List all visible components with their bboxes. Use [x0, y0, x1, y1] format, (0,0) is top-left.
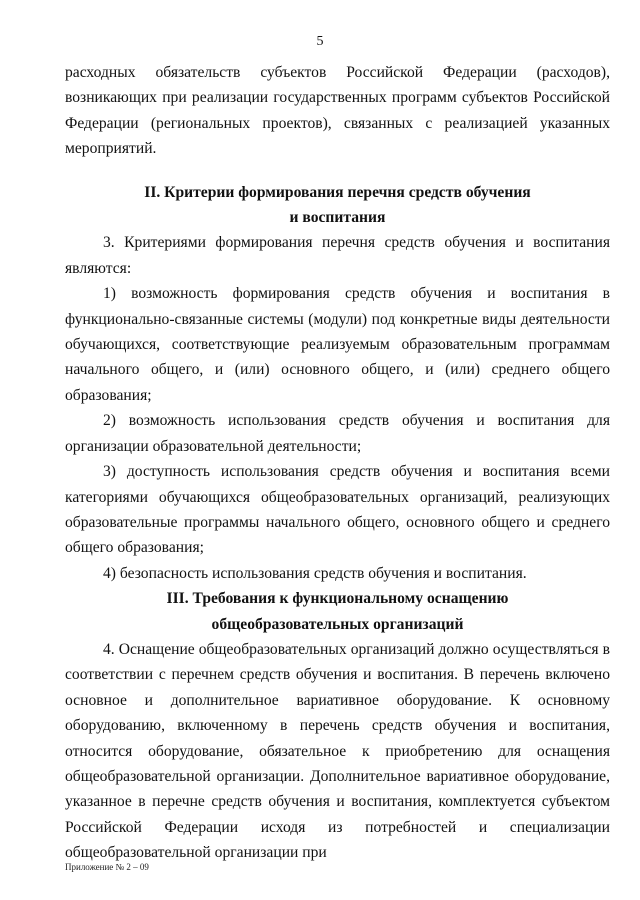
criteria-item-4: 4) безопасность использования средств обучения и воспитания. — [103, 564, 527, 582]
page-number: 5 — [316, 34, 324, 49]
document-body — [65, 60, 610, 866]
criteria-item-1: 1) возможность формирования средств обучения и воспитания в функционально-связанные системы (модули) под конкретные виды деятельности обучающихся, соответствующие реализуемым образовательным программам начального общего, и (или) основного общего, и (или) среднего общего образования; — [65, 285, 610, 404]
section-3-title-line-2: общеобразовательных организаций — [211, 615, 464, 633]
criteria-item-3: 3) доступность использования средств обучения и воспитания всеми категориями обучающихся общеобразовательных организаций, реализующих образовательные программы начального общего, основного общего и среднего общего образования; — [65, 463, 610, 557]
section-2-intro: 3. Критериями формирования перечня средств обучения и воспитания являются: — [65, 234, 610, 277]
section-3-title-line-1: III. Требования к функциональному оснащению — [166, 590, 509, 608]
section-2-title-line-2: и воспитания — [289, 209, 386, 227]
section-2-title-line-1: II. Критерии формирования перечня средств обучения — [144, 183, 531, 201]
paragraph-continuation: расходных обязательств субъектов Российской Федерации (расходов), возникающих при реализации государственных программ субъектов Российской Федерации (региональных проектов), связанных с реализацией указанных мероприятий. — [65, 64, 610, 158]
section-3-paragraph: 4. Оснащение общеобразовательных организаций должно осуществляться в соответствии с перечнем средств обучения и воспитания. В перечень включено основное и дополнительное вариативное оборудование. К основному оборудованию, включенному в перечень средств обучения и воспитания, относится оборудование, обязательное к приобретению для оснащения общеобразовательной организации. Дополнительное вариативное оборудование, указанное в перечне средств обучения и воспитания, комплектуется субъектом Российской Федерации исходя из потребностей и специализации общеобразовательной организации при — [65, 640, 610, 862]
footer-note: Приложение № 2 – 09 — [65, 862, 149, 872]
criteria-item-2: 2) возможность использования средств обучения и воспитания для организации образовательной деятельности; — [65, 412, 610, 455]
